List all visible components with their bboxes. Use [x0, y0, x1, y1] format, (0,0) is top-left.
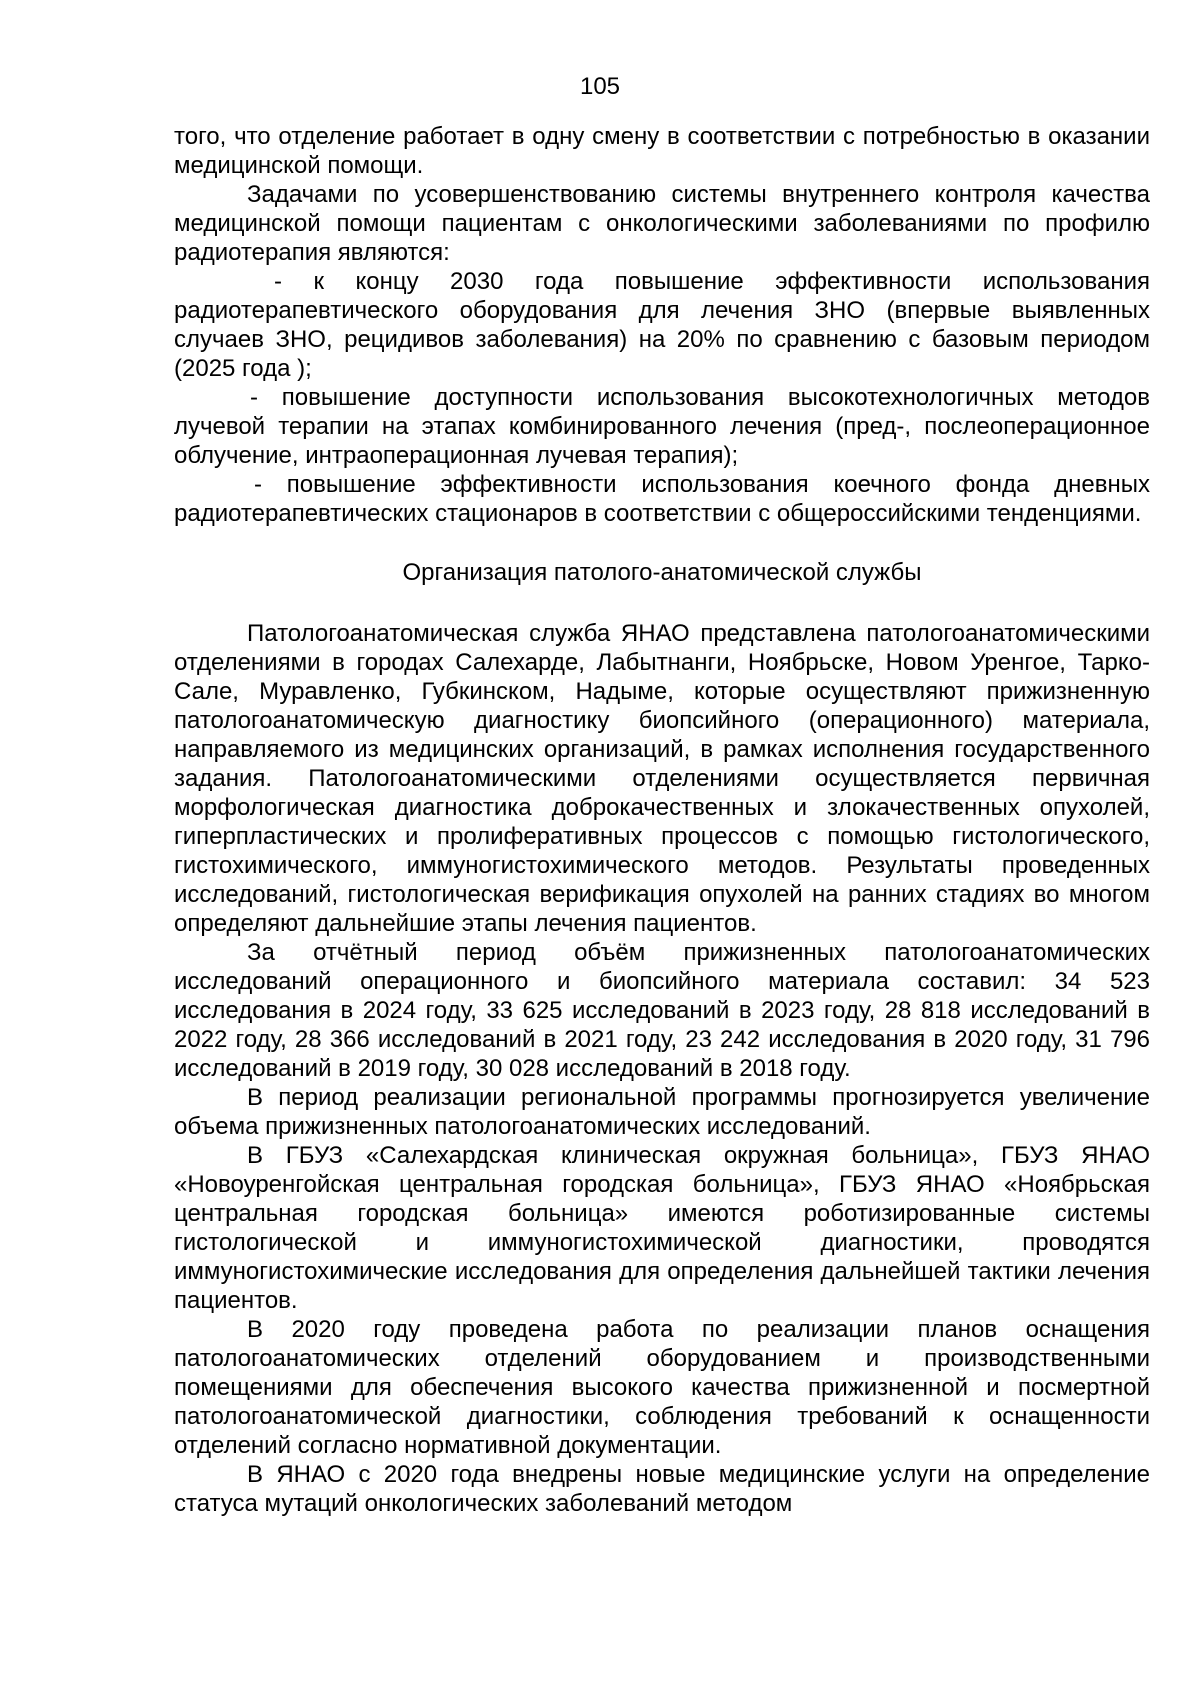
paragraph-continuation: того, что отделение работает в одну смену в соответствии с потребностью в оказании медицинской помощи.	[174, 123, 1150, 179]
list-item-accessibility: - повышение доступности использования высокотехнологичных методов лучевой терапии на этапах комбинированного лечения (пред-, послеоперационное облучение, интраоперационная лучевая терапия);	[174, 384, 1150, 469]
paragraph-robotic-systems: В ГБУЗ «Салехардская клиническая окружная больница», ГБУЗ ЯНАО «Новоуренгойская центральная городская больница», ГБУЗ ЯНАО «Ноябрьская центральная городская больница» имеются роботизированные системы гистологической и иммуногистохимической диагностики, проводятся иммуногистохимические исследования для определения дальнейшей тактики лечения пациентов.	[174, 1142, 1150, 1314]
paragraph-forecast: В период реализации региональной программы прогнозируется увеличение объема прижизненных патологоанатомических исследований.	[174, 1084, 1150, 1140]
document-body	[174, 122, 1150, 1518]
page-number: 105	[579, 73, 621, 100]
section-title: Организация патолого-анатомической службы	[402, 559, 922, 586]
paragraph-tasks-intro: Задачами по усовершенствованию системы внутреннего контроля качества медицинской помощи пациентам с онкологическими заболеваниями по профилю радиотерапия являются:	[174, 181, 1150, 266]
paragraph-new-services: В ЯНАО с 2020 года внедрены новые медицинские услуги на определение статуса мутаций онкологических заболеваний методом	[174, 1461, 1150, 1517]
list-item-efficiency-2030: - к концу 2030 года повышение эффективности использования радиотерапевтического оборудования для лечения ЗНО (впервые выявленных случаев ЗНО, рецидивов заболевания) на 20% по сравнению с базовым периодом (2025 года );	[174, 268, 1150, 382]
paragraph-research-volume: За отчётный период объём прижизненных патологоанатомических исследований операционного и биопсийного материала составил: 34 523 исследования в 2024 году, 33 625 исследований в 2023 году, 28 818 исследований в 2022 году, 28 366 исследований в 2021 году, 23 242 исследования в 2020 году, 31 796 исследований в 2019 году, 30 028 исследований в 2018 году.	[174, 939, 1150, 1082]
paragraph-service-overview: Патологоанатомическая служба ЯНАО представлена патологоанатомическими отделениями в городах Салехарде, Лабытнанги, Ноябрьске, Новом Уренгое, Тарко-Сале, Муравленко, Губкинском, Надыме, которые осуществляют прижизненную патологоанатомическую диагностику биопсийного (операционного) материала, направляемого из медицинских организаций, в рамках исполнения государственного задания. Патологоанатомическими отделениями осуществляется первичная морфологическая диагностика доброкачественных и злокачественных опухолей, гиперпластических и пролиферативных процессов с помощью гистологического, гистохимического, иммуногистохимического методов. Результаты проведенных исследований, гистологическая верификация опухолей на ранних стадиях во многом определяют дальнейшие этапы лечения пациентов.	[174, 620, 1150, 937]
list-item-bed-fund: - повышение эффективности использования коечного фонда дневных радиотерапевтических стационаров в соответствии с общероссийскими тенденциями.	[174, 471, 1150, 527]
paragraph-equipment-2020: В 2020 году проведена работа по реализации планов оснащения патологоанатомических отделений оборудованием и производственными помещениями для обеспечения высокого качества прижизненной и посмертной патологоанатомической диагностики, соблюдения требований к оснащенности отделений согласно нормативной документации.	[174, 1316, 1150, 1459]
